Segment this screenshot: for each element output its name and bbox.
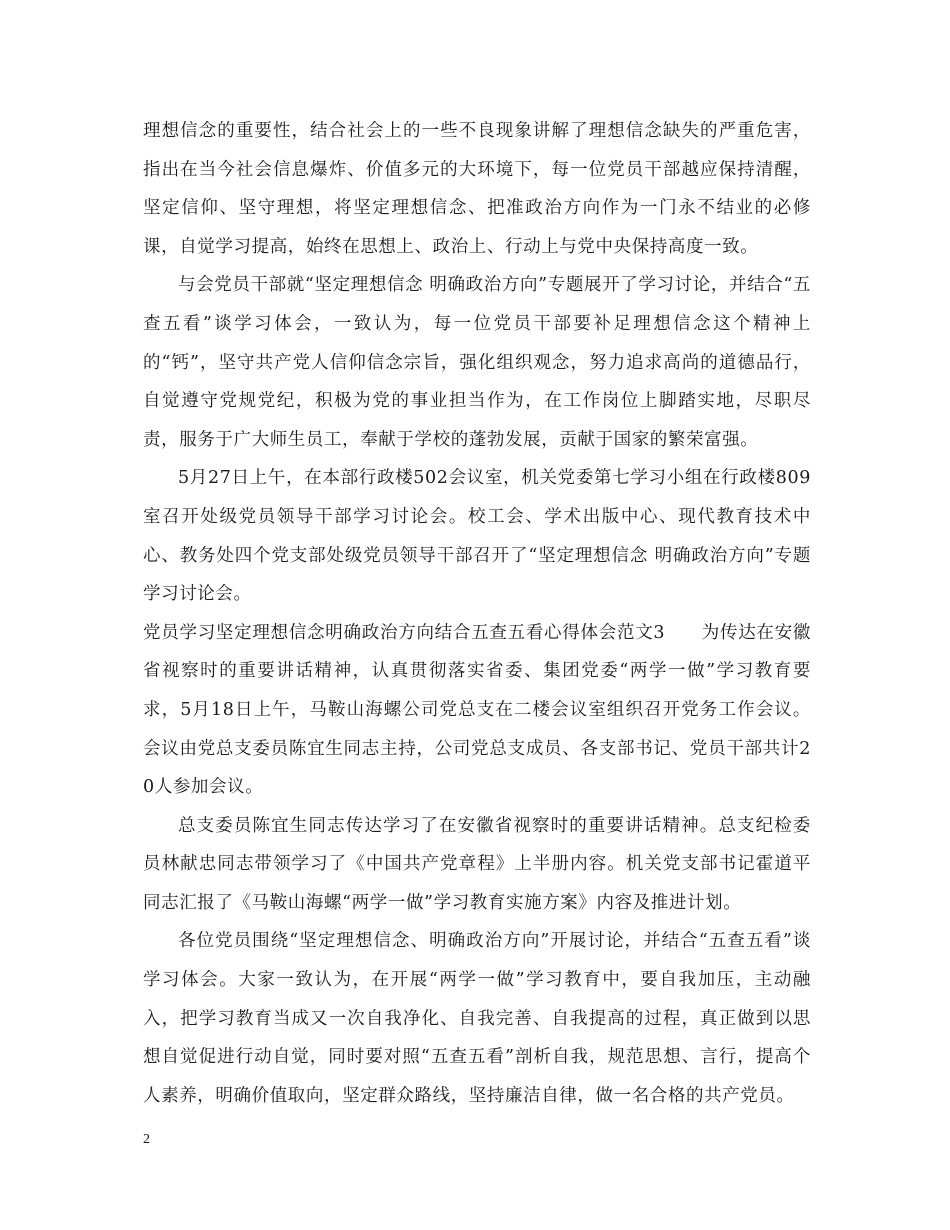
document-body xyxy=(143,112,811,1115)
page-number: 2 xyxy=(143,1132,150,1147)
paragraph-4: 党员学习坚定理想信念明确政治方向结合五查五看心得体会范文3 为传达在安徽省视察时的重要讲话精神，认真贯彻落实省委、集团党委“两学一做”学习教育要求，5月18日上午，马鞍山海螺公司党总支在二楼会议室组织召开党务工作会议。会议由党总支委员陈宜生同志主持，公司党总支成员、各支部书记、党员干部共计20人参加会议。 xyxy=(143,622,811,798)
paragraph-2: 与会党员干部就“坚定理想信念 明确政治方向”专题展开了学习讨论，并结合“五查五看”谈学习体会，一致认为，每一位党员干部要补足理想信念这个精神上的“钙”，坚守共产党人信仰信念宗旨，强化组织观念，努力追求高尚的道德品行，自觉遵守党规党纪，积极为党的事业担当作为，在工作岗位上脚踏实地，尽职尽责，服务于广大师生员工，奉献于学校的蓬勃发展，贡献于国家的繁荣富强。 xyxy=(143,275,811,450)
paragraph-5: 总支委员陈宜生同志传达学习了在安徽省视察时的重要讲话精神。总支纪检委员林献忠同志带领学习了《中国共产党章程》上半册内容。机关党支部书记霍道平同志汇报了《马鞍山海螺“两学一做”学习教育实施方案》内容及推进计划。 xyxy=(143,815,811,913)
paragraph-3: 5月27日上午，在本部行政楼502会议室，机关党委第七学习小组在行政楼809室召开处级党员领导干部学习讨论会。校工会、学术出版中心、现代教育技术中心、教务处四个党支部处级党员领导干部召开了“坚定理想信念 明确政治方向”专题学习讨论会。 xyxy=(143,468,811,605)
paragraph-6: 各位党员围绕“坚定理想信念、明确政治方向”开展讨论，并结合“五查五看”谈学习体会。大家一致认为，在开展“两学一做”学习教育中，要自我加压，主动融入，把学习教育当成又一次自我净化、自我完善、自我提高的过程，真正做到以思想自觉促进行动自觉，同时要对照“五查五看”剖析自我，规范思想、言行，提高个人素养，明确价值取向，坚定群众路线，坚持廉洁自律，做一名合格的共产党员。 xyxy=(143,931,811,1106)
paragraph-1: 理想信念的重要性，结合社会上的一些不良现象讲解了理想信念缺失的严重危害，指出在当今社会信息爆炸、价值多元的大环境下，每一位党员干部越应保持清醒，坚定信仰、坚守理想，将坚定理想信念、把准政治方向作为一门永不结业的必修课，自觉学习提高，始终在思想上、政治上、行动上与党中央保持高度一致。 xyxy=(143,121,811,257)
